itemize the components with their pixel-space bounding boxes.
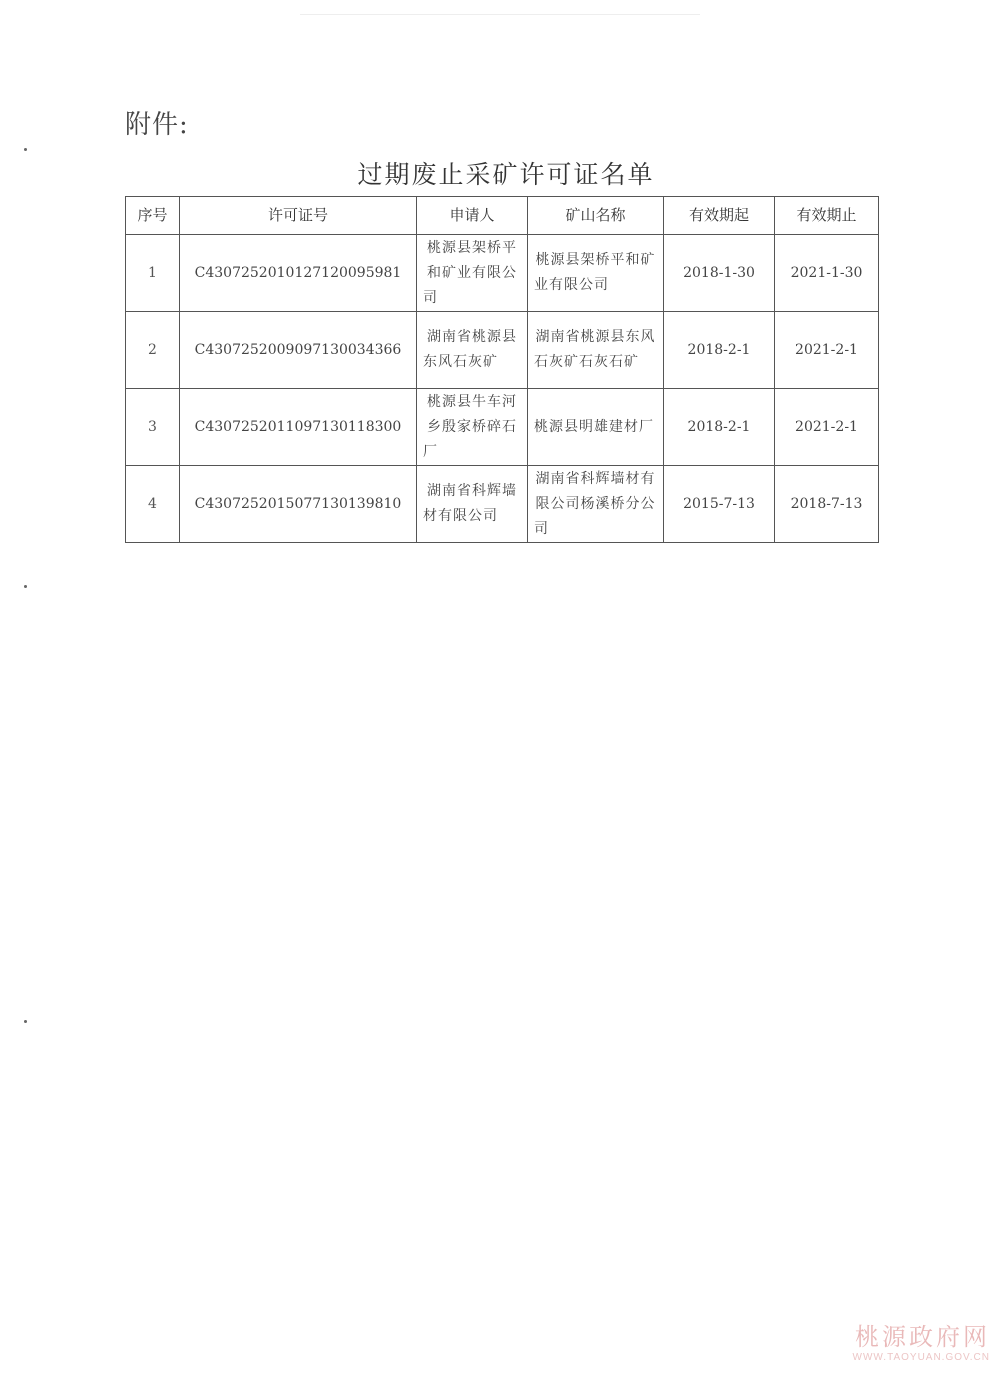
- cell-valid-to: 2021-1-30: [775, 235, 879, 312]
- cell-mine-name: 湖南省桃源县东风石灰矿石灰石矿: [528, 312, 664, 389]
- cell-valid-from: 2018-2-1: [664, 389, 775, 466]
- document-title: 过期废止采矿许可证名单: [357, 160, 655, 189]
- cell-seq: 2: [126, 312, 180, 389]
- cell-license-no: C4307252015077130139810: [180, 466, 417, 543]
- table-body: [126, 235, 879, 543]
- scan-speck: [24, 1020, 27, 1023]
- cell-valid-to: 2021-2-1: [775, 389, 879, 466]
- table-row: [126, 235, 879, 312]
- cell-applicant: 桃源县牛车河乡殷家桥碎石厂: [417, 389, 528, 466]
- scan-top-line: [300, 14, 700, 15]
- table-row: [126, 466, 879, 543]
- cell-applicant: 湖南省科辉墙材有限公司: [417, 466, 528, 543]
- scan-speck: [24, 585, 27, 588]
- header-applicant: 申请人: [417, 197, 528, 235]
- cell-valid-to: 2018-7-13: [775, 466, 879, 543]
- table-header: [126, 197, 879, 235]
- header-valid-to: 有效期止: [775, 197, 879, 235]
- cell-valid-from: 2018-1-30: [664, 235, 775, 312]
- header-mine-name: 矿山名称: [528, 197, 664, 235]
- cell-valid-from: 2015-7-13: [664, 466, 775, 543]
- cell-seq: 3: [126, 389, 180, 466]
- header-seq: 序号: [126, 197, 180, 235]
- watermark-url: WWW.TAOYUAN.GOV.CN: [852, 1352, 990, 1363]
- cell-mine-name: 桃源县明雄建材厂: [528, 389, 664, 466]
- scan-speck: [24, 148, 27, 151]
- cell-seq: 4: [126, 466, 180, 543]
- cell-applicant: 湖南省桃源县东风石灰矿: [417, 312, 528, 389]
- site-watermark: [853, 1322, 990, 1363]
- header-license-no: 许可证号: [180, 197, 417, 235]
- attachment-label: 附件:: [125, 110, 189, 140]
- license-table: [125, 196, 879, 543]
- table-row: [126, 389, 879, 466]
- header-row: [126, 197, 879, 235]
- cell-applicant: 桃源县架桥平和矿业有限公司: [417, 235, 528, 312]
- cell-mine-name: 桃源县架桥平和矿业有限公司: [528, 235, 664, 312]
- header-valid-from: 有效期起: [664, 197, 775, 235]
- cell-valid-to: 2021-2-1: [775, 312, 879, 389]
- table-row: [126, 312, 879, 389]
- cell-license-no: C4307252009097130034366: [180, 312, 417, 389]
- cell-mine-name: 湖南省科辉墙材有限公司杨溪桥分公司: [528, 466, 664, 543]
- cell-license-no: C4307252010127120095981: [180, 235, 417, 312]
- watermark-name: 桃源政府网: [855, 1323, 990, 1351]
- cell-license-no: C4307252011097130118300: [180, 389, 417, 466]
- cell-seq: 1: [126, 235, 180, 312]
- cell-valid-from: 2018-2-1: [664, 312, 775, 389]
